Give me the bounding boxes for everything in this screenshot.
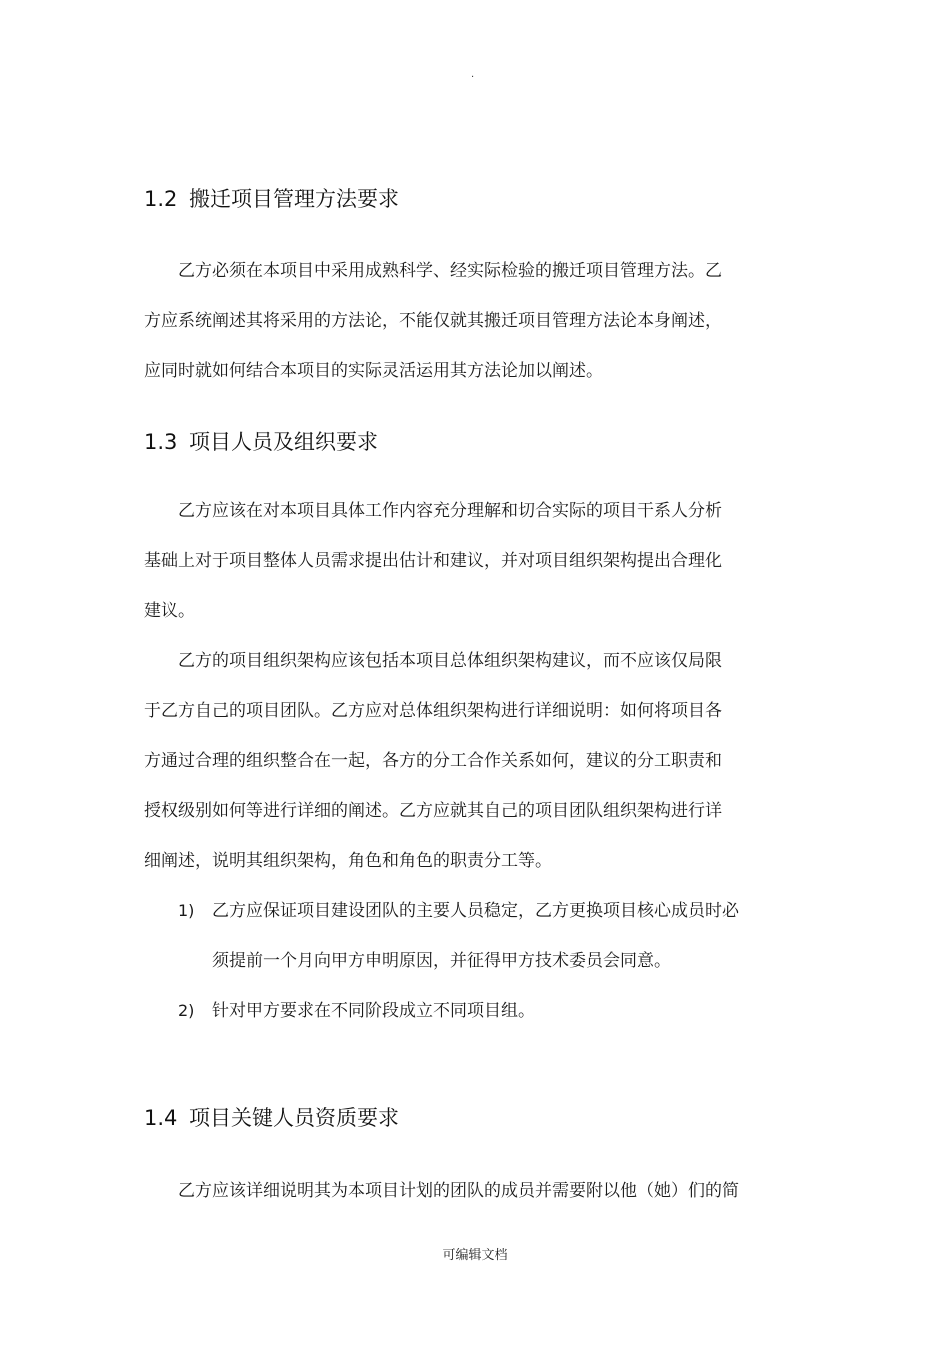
paragraph-line: 乙方的项目组织架构应该包括本项目总体组织架构建议，而不应该仅局限 [178, 651, 722, 671]
paragraph-line: 授权级别如何等进行详细的阐述。乙方应就其自己的项目团队组织架构进行详 [144, 801, 722, 821]
section-title: 搬迁项目管理方法要求 [189, 187, 399, 211]
list-item-line: 乙方应保证项目建设团队的主要人员稳定，乙方更换项目核心成员时必 [212, 901, 739, 921]
paragraph-line: 基础上对于项目整体人员需求提出估计和建议，并对项目组织架构提出合理化 [144, 551, 722, 571]
paragraph-line: 细阐述，说明其组织架构，角色和角色的职责分工等。 [144, 851, 552, 871]
section-number: 1.2 [144, 187, 178, 211]
list-marker: 1) [178, 901, 195, 920]
paragraph-line: 方应系统阐述其将采用的方法论，不能仅就其搬迁项目管理方法论本身阐述， [144, 311, 722, 331]
paragraph-line: 乙方应该在对本项目具体工作内容充分理解和切合实际的项目干系人分析 [178, 501, 722, 521]
list-item-line: 针对甲方要求在不同阶段成立不同项目组。 [212, 1001, 535, 1021]
section-heading-1-4 [144, 1104, 399, 1132]
paragraph-line: 应同时就如何结合本项目的实际灵活运用其方法论加以阐述。 [144, 361, 603, 381]
page-footer: 可编辑文档 [442, 1248, 508, 1263]
paragraph-line: 方通过合理的组织整合在一起，各方的分工合作关系如何，建议的分工职责和 [144, 751, 722, 771]
paragraph-line: 建议。 [144, 601, 195, 621]
section-number: 1.3 [144, 430, 178, 454]
header-dot: · [471, 72, 475, 83]
paragraph-line: 于乙方自己的项目团队。乙方应对总体组织架构进行详细说明：如何将项目各 [144, 701, 722, 721]
section-heading-1-2 [144, 185, 399, 213]
section-title: 项目人员及组织要求 [189, 430, 378, 454]
list-marker: 2) [178, 1001, 195, 1020]
section-title: 项目关键人员资质要求 [189, 1106, 399, 1130]
paragraph-line: 乙方应该详细说明其为本项目计划的团队的成员并需要附以他（她）们的简 [178, 1181, 739, 1201]
paragraph-line: 乙方必须在本项目中采用成熟科学、经实际检验的搬迁项目管理方法。乙 [178, 261, 722, 281]
list-item-line: 须提前一个月向甲方申明原因，并征得甲方技术委员会同意。 [212, 951, 671, 971]
section-number: 1.4 [144, 1106, 178, 1130]
section-heading-1-3 [144, 428, 378, 456]
